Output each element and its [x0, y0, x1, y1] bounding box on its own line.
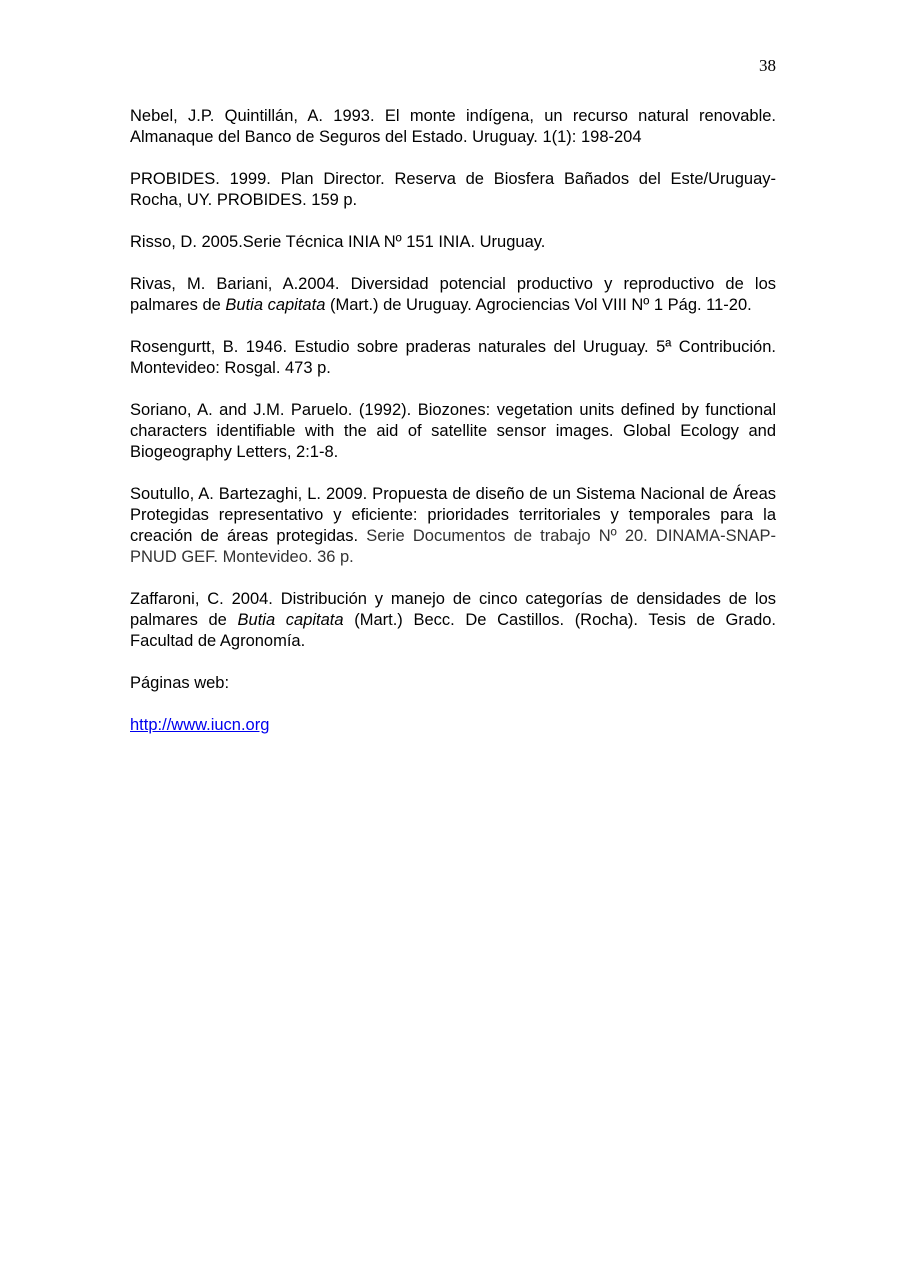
iucn-link[interactable]: http://www.iucn.org — [130, 716, 270, 734]
reference-text: Soriano, A. and J.M. Paruelo. (1992). Biozones: vegetation units defined by functional characters identifiable with the aid of satellite sensor images. Global Ecology and Biogeography Letters, 2:1-8. — [130, 401, 776, 461]
reference-nebel — [130, 106, 776, 148]
species-name: Butia capitata — [237, 611, 344, 629]
reference-text: Soutullo, A. Bartezaghi, L. 2009. Propuesta de diseño de un Sistema Nacional de Áreas Protegidas representativo y eficiente: prioridades territoriales y temporales para la creación de áreas protegidas. — [130, 485, 776, 545]
species-name: Butia capitata — [225, 296, 326, 314]
reference-text: Rivas, M. Bariani, A.2004. Diversidad potencial productivo y reproductivo de los palmares de — [130, 275, 776, 314]
reference-text: Zaffaroni, C. 2004. Distribución y manejo de cinco categorías de densidades de los palmares de — [130, 590, 776, 629]
reference-probides — [130, 169, 776, 211]
web-pages-heading: Páginas web: — [130, 674, 230, 692]
reference-soriano — [130, 400, 776, 463]
reference-text: (Mart.) de Uruguay. Agrociencias Vol VIII Nº 1 Pág. 11-20. — [325, 296, 752, 314]
reference-soutullo — [130, 484, 776, 568]
reference-zaffaroni — [130, 589, 776, 652]
reference-series: Serie Documentos de trabajo Nº 20. DINAMA-SNAP-PNUD GEF. Montevideo. 36 p. — [130, 527, 777, 566]
references-list — [130, 106, 776, 757]
reference-rivas — [130, 274, 776, 316]
reference-text: (Mart.) Becc. De Castillos. (Rocha). Tesis de Grado. Facultad de Agronomía. — [130, 611, 776, 650]
reference-risso — [130, 232, 776, 253]
reference-text: PROBIDES. 1999. Plan Director. Reserva de Biosfera Bañados del Este/Uruguay-Rocha, UY. PROBIDES. 159 p. — [130, 170, 776, 209]
reference-rosengurtt — [130, 337, 776, 379]
web-link-row — [130, 715, 776, 736]
reference-text: Rosengurtt, B. 1946. Estudio sobre praderas naturales del Uruguay. 5ª Contribución. Montevideo: Rosgal. 473 p. — [130, 338, 776, 377]
page-number: 38 — [759, 56, 776, 75]
reference-text: Nebel, J.P. Quintillán, A. 1993. El monte indígena, un recurso natural renovable. Almanaque del Banco de Seguros del Estado. Uruguay. 1(1): 198-204 — [130, 107, 776, 146]
reference-text: Risso, D. 2005.Serie Técnica INIA Nº 151 INIA. Uruguay. — [130, 233, 546, 251]
